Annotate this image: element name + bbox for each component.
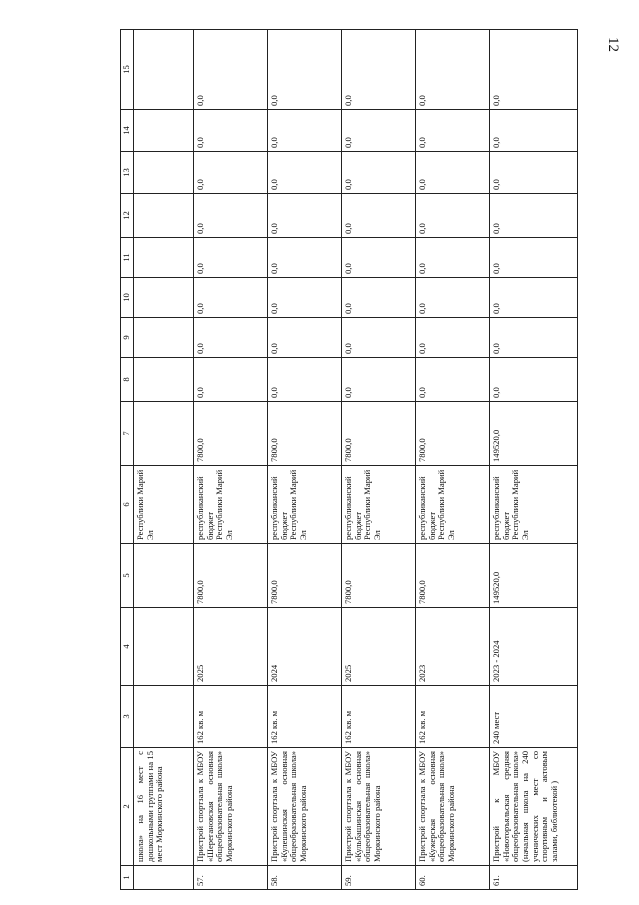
period-cell: 2025 (194, 608, 268, 686)
col-header: 13 (121, 152, 134, 194)
amount-cell: 0,0 (416, 152, 490, 194)
amount-cell: 0,0 (490, 238, 578, 278)
funding-source-cell: республиканский бюджет Республики Марий Эл (416, 466, 490, 544)
capacity-cell: 162 кв. м (194, 686, 268, 748)
table-cell (134, 152, 194, 194)
object-name-cell: школа» на 16 мест с дошкольными группами на 15 мест Моркинского района (134, 748, 194, 866)
table-cell (134, 30, 194, 110)
amount-cell: 0,0 (342, 110, 416, 152)
amount-cell: 0,0 (490, 110, 578, 152)
amount-cell: 0,0 (194, 318, 268, 358)
col-header: 12 (121, 194, 134, 238)
row-number-cell: 57. (194, 866, 268, 890)
row-number-cell: 59. (342, 866, 416, 890)
amount-cell: 0,0 (490, 152, 578, 194)
col-header: 6 (121, 466, 134, 544)
document-table-sheet (120, 30, 598, 890)
col-header: 15 (121, 30, 134, 110)
amount-cell: 0,0 (342, 278, 416, 318)
capacity-cell: 162 кв. м (268, 686, 342, 748)
col-header: 7 (121, 402, 134, 466)
object-name-cell: Пристрой спортзала к МБОУ «Кужерская основная общеобразовательная школа» Моркинского района (416, 748, 490, 866)
table-cell (134, 278, 194, 318)
amount-cell: 149520,0 (490, 402, 578, 466)
amount-cell: 0,0 (268, 110, 342, 152)
period-cell: 2023 (416, 608, 490, 686)
table-cell (134, 358, 194, 402)
amount-cell: 0,0 (194, 152, 268, 194)
total-amount-cell: 7800,0 (268, 544, 342, 608)
total-amount-cell: 149520,0 (490, 544, 578, 608)
amount-cell: 7800,0 (416, 402, 490, 466)
table-cell (134, 402, 194, 466)
period-cell: 2023 - 2024 (490, 608, 578, 686)
amount-cell: 0,0 (416, 30, 490, 110)
funding-source-cell: Республики Марий Эл (134, 466, 194, 544)
amount-cell: 7800,0 (194, 402, 268, 466)
funding-source-cell: республиканский бюджет Республики Марий Эл (342, 466, 416, 544)
table-row (490, 30, 578, 890)
row-number-cell: 61. (490, 866, 578, 890)
object-name-cell: Пристрой спортзала к МБОУ «Кулешинская основная общеобразовательная школа» Моркинского района (268, 748, 342, 866)
page-number: 12 (605, 37, 621, 52)
investment-table (120, 29, 578, 890)
amount-cell: 0,0 (194, 110, 268, 152)
table-cell (134, 866, 194, 890)
amount-cell: 0,0 (416, 278, 490, 318)
amount-cell: 0,0 (490, 318, 578, 358)
col-header: 1 (121, 866, 134, 890)
amount-cell: 0,0 (490, 194, 578, 238)
table-cell (134, 238, 194, 278)
amount-cell: 7800,0 (342, 402, 416, 466)
amount-cell: 0,0 (490, 30, 578, 110)
table-row (194, 30, 268, 890)
amount-cell: 0,0 (342, 194, 416, 238)
col-header: 4 (121, 608, 134, 686)
amount-cell: 0,0 (342, 152, 416, 194)
amount-cell: 0,0 (342, 238, 416, 278)
amount-cell: 0,0 (342, 318, 416, 358)
amount-cell: 0,0 (268, 358, 342, 402)
object-name-cell: Пристрой спортзала к МБОУ «Шерегановская основная общеобразовательная школа» Моркинского района (194, 748, 268, 866)
amount-cell: 0,0 (416, 238, 490, 278)
table-cell (134, 608, 194, 686)
col-header: 10 (121, 278, 134, 318)
funding-source-cell: республиканский бюджет Республики Марий Эл (268, 466, 342, 544)
col-header: 8 (121, 358, 134, 402)
table-cell (134, 686, 194, 748)
continuation-row (134, 30, 194, 890)
amount-cell: 0,0 (194, 238, 268, 278)
amount-cell: 0,0 (268, 152, 342, 194)
amount-cell: 0,0 (342, 30, 416, 110)
period-cell: 2025 (342, 608, 416, 686)
capacity-cell: 162 кв. м (416, 686, 490, 748)
amount-cell: 0,0 (268, 278, 342, 318)
amount-cell: 7800,0 (268, 402, 342, 466)
row-number-cell: 60. (416, 866, 490, 890)
amount-cell: 0,0 (268, 194, 342, 238)
col-header: 2 (121, 748, 134, 866)
total-amount-cell: 7800,0 (194, 544, 268, 608)
object-name-cell: Пристрой спортзала к МБОУ «Кульбашинская основная общеобразовательная школа» Моркинского района (342, 748, 416, 866)
amount-cell: 0,0 (194, 30, 268, 110)
amount-cell: 0,0 (194, 194, 268, 238)
total-amount-cell: 7800,0 (416, 544, 490, 608)
funding-source-cell: республиканский бюджет Республики Марий Эл (194, 466, 268, 544)
table-row (416, 30, 490, 890)
amount-cell: 0,0 (268, 238, 342, 278)
period-cell: 2024 (268, 608, 342, 686)
object-name-cell: Пристрой к МБОУ «Новоторъяльская средняя общеобразовательная школа» (начальная школа на 240 ученических мест со спортивным и актовым залами, библиотекой ) (490, 748, 578, 866)
column-number-row (121, 30, 134, 890)
table-row (268, 30, 342, 890)
table-row (342, 30, 416, 890)
col-header: 5 (121, 544, 134, 608)
col-header: 9 (121, 318, 134, 358)
amount-cell: 0,0 (194, 358, 268, 402)
amount-cell: 0,0 (416, 318, 490, 358)
col-header: 11 (121, 238, 134, 278)
amount-cell: 0,0 (490, 278, 578, 318)
capacity-cell: 240 мест (490, 686, 578, 748)
capacity-cell: 162 кв. м (342, 686, 416, 748)
total-amount-cell: 7800,0 (342, 544, 416, 608)
table-cell (134, 544, 194, 608)
amount-cell: 0,0 (194, 278, 268, 318)
amount-cell: 0,0 (268, 318, 342, 358)
amount-cell: 0,0 (416, 194, 490, 238)
col-header: 14 (121, 110, 134, 152)
amount-cell: 0,0 (416, 358, 490, 402)
row-number-cell: 58. (268, 866, 342, 890)
amount-cell: 0,0 (342, 358, 416, 402)
col-header: 3 (121, 686, 134, 748)
table-cell (134, 318, 194, 358)
amount-cell: 0,0 (490, 358, 578, 402)
table-cell (134, 194, 194, 238)
amount-cell: 0,0 (416, 110, 490, 152)
amount-cell: 0,0 (268, 30, 342, 110)
table-cell (134, 110, 194, 152)
funding-source-cell: республиканский бюджет Республики Марий Эл (490, 466, 578, 544)
